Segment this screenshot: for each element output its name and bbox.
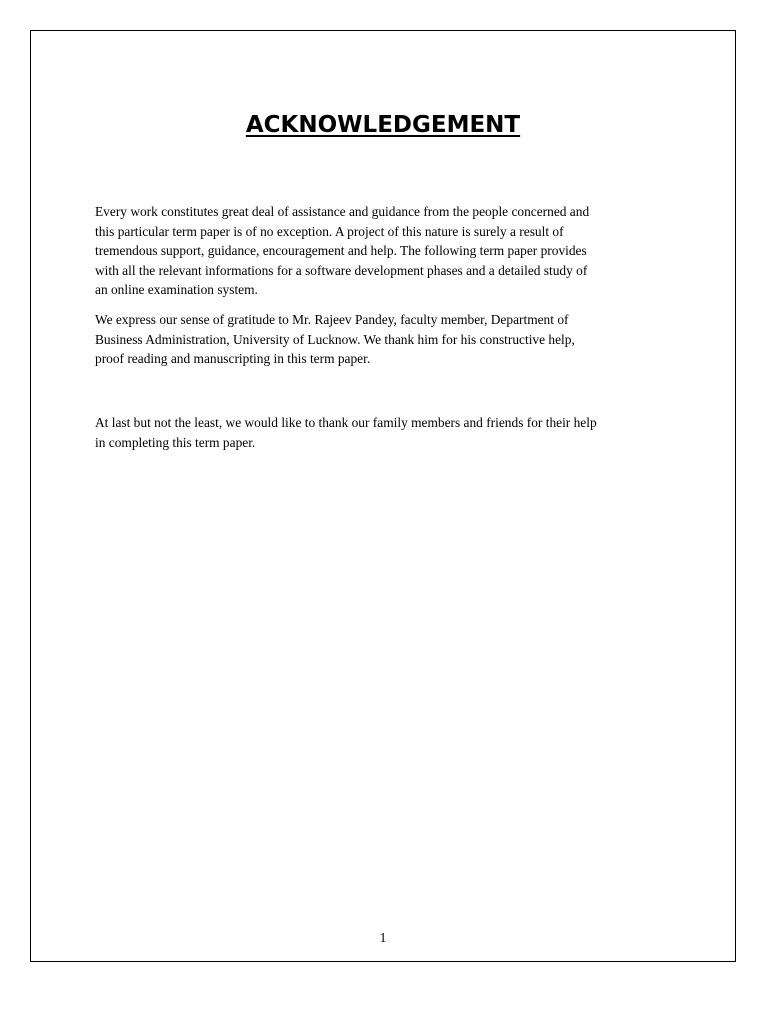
- paragraph-closing: At last but not the least, we would like to thank our family members and friends for their help in completing this term paper.: [95, 415, 597, 450]
- paragraph-intro: Every work constitutes great deal of assistance and guidance from the people concerned and this particular term paper is of no exception. A project of this nature is surely a result of tremendous support, guidance, encouragement and help. The following term paper provides with all the relevant informations for a software development phases and a detailed study of an online examination system.: [95, 204, 590, 297]
- page-border: [30, 30, 736, 962]
- page-number: 1: [379, 930, 387, 945]
- paragraph-gratitude: We express our sense of gratitude to Mr. Rajeev Pandey, faculty member, Department of Business Administration, University of Lucknow. We thank him for his constructive help, proof reading and manuscripting in this term paper.: [95, 312, 575, 366]
- page-title: ACKNOWLEDGEMENT: [245, 112, 521, 138]
